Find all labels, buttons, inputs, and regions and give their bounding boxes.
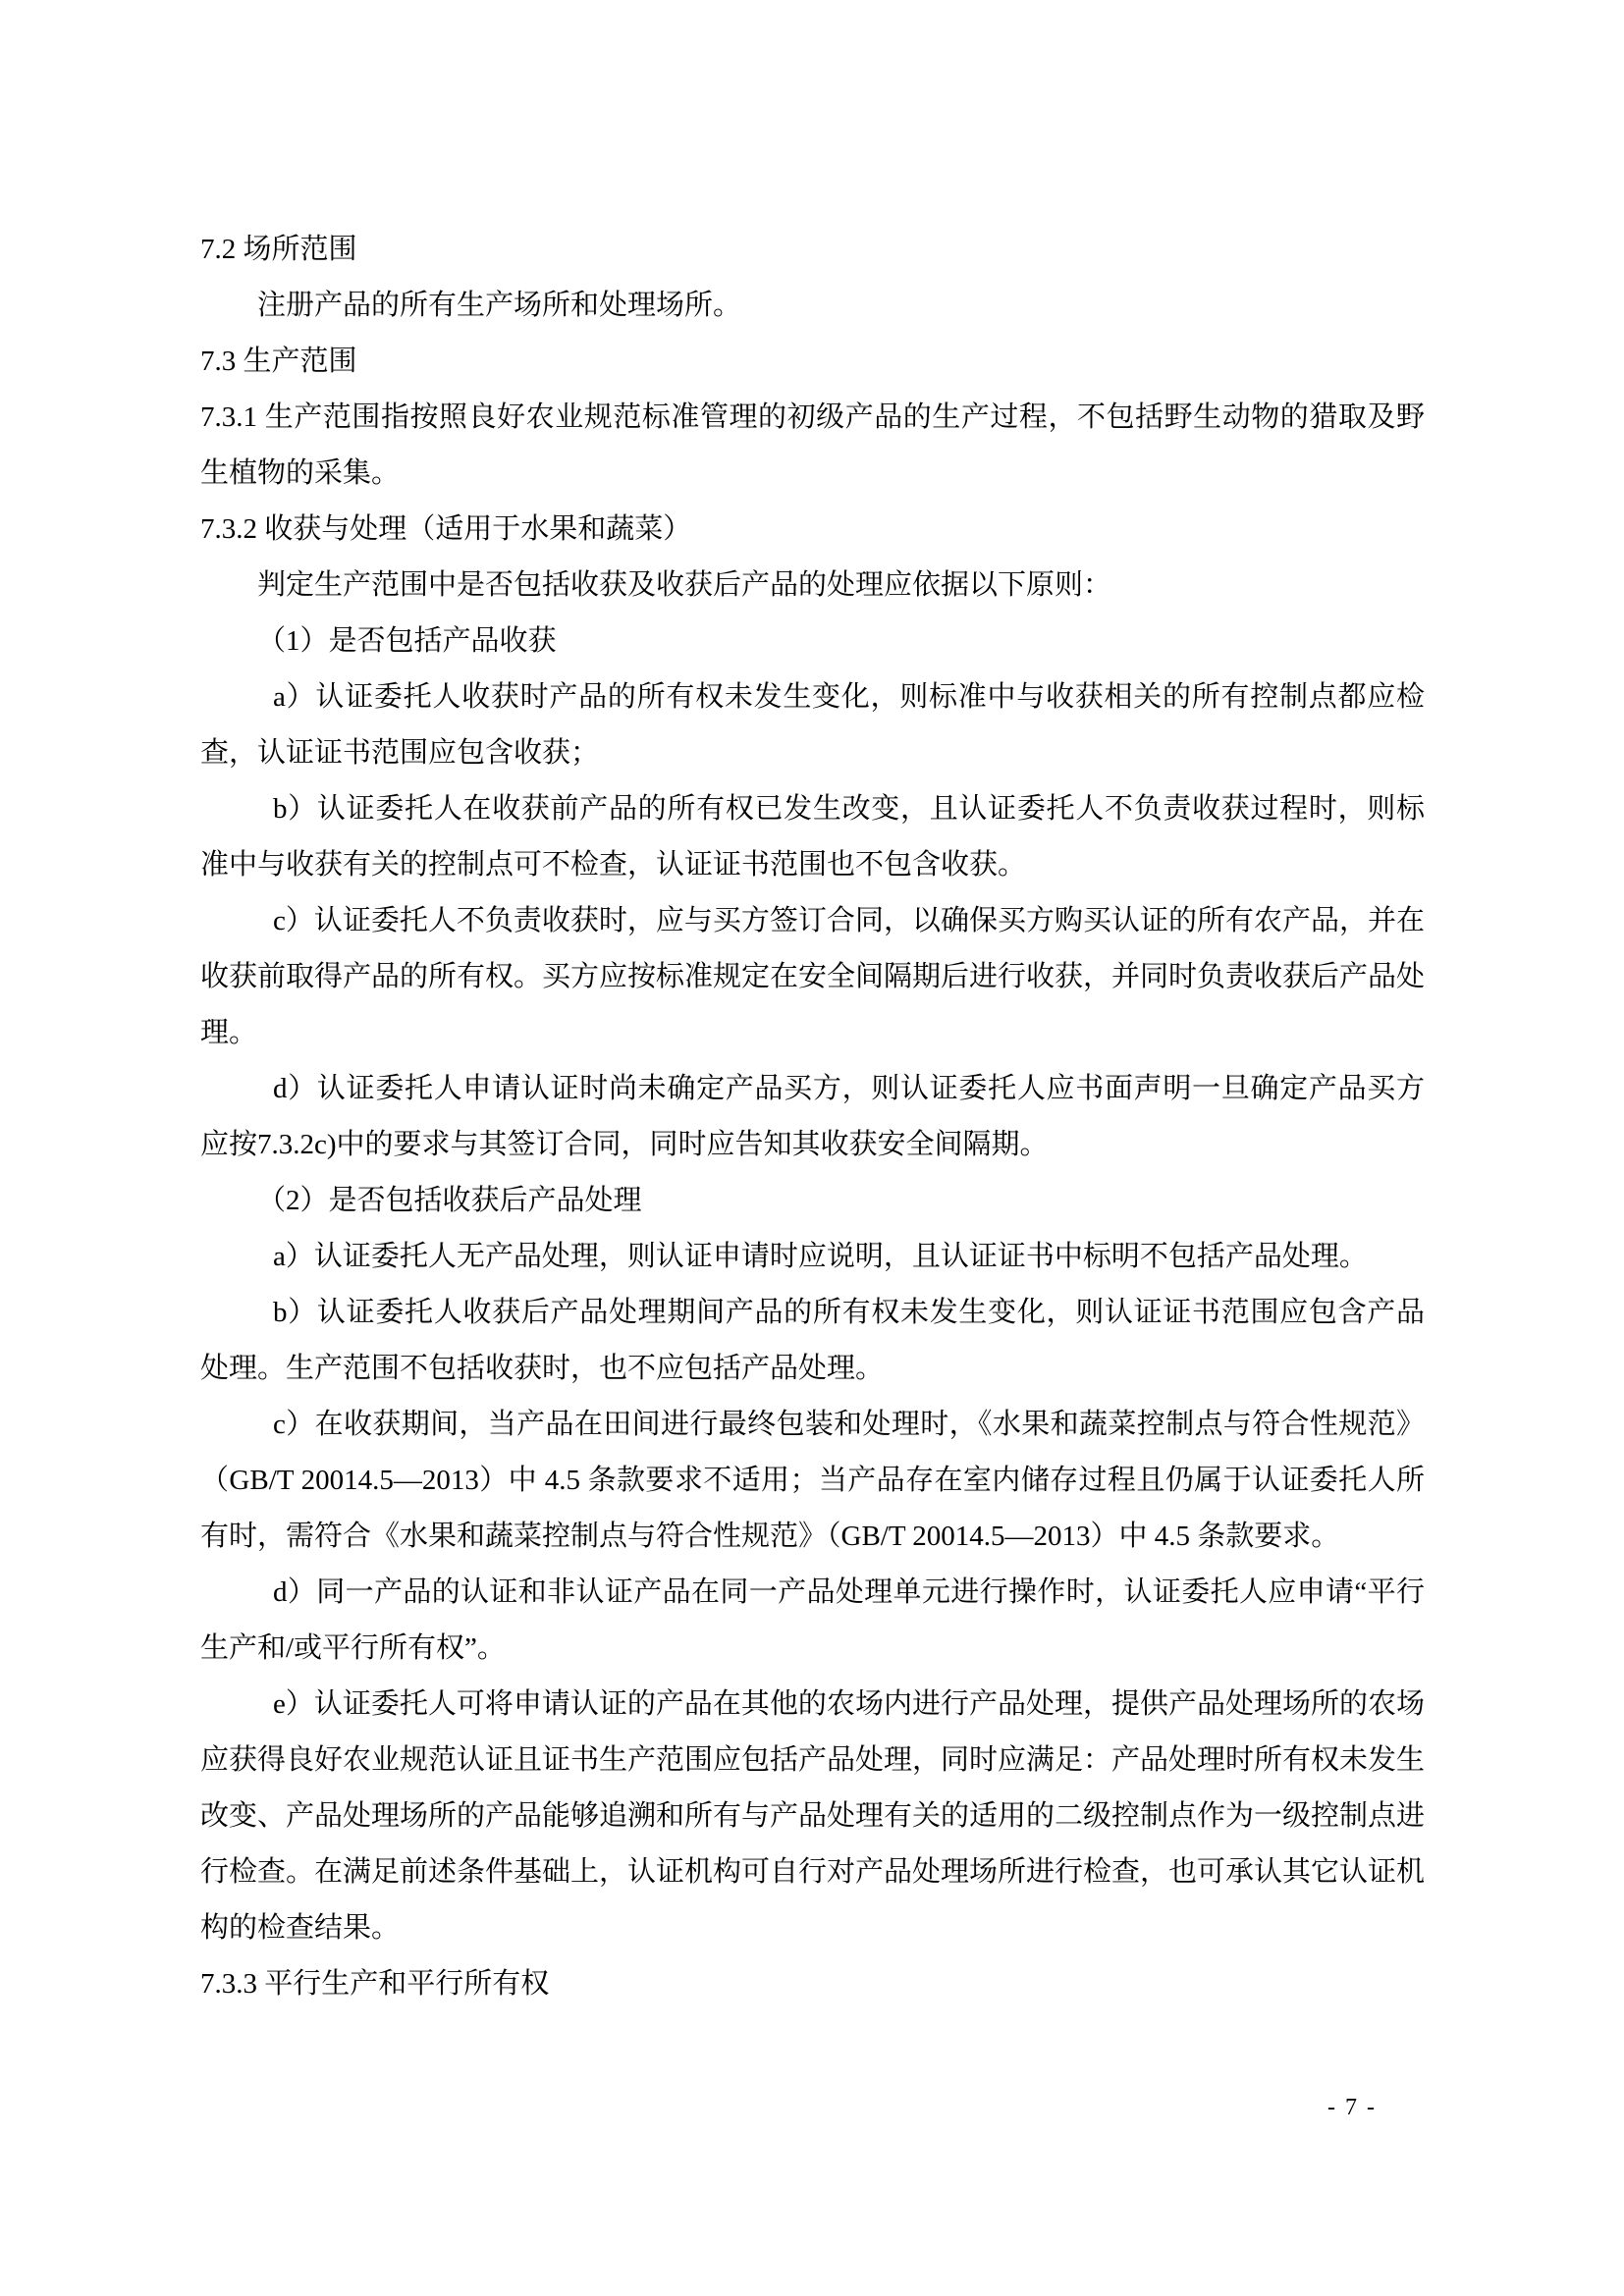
paragraph: 7.3.1 生产范围指按照良好农业规范标准管理的初级产品的生产过程，不包括野生动物的猎取及野生植物的采集。 xyxy=(200,401,1425,489)
paragraph: a）认证委托人收获时产品的所有权未发生变化，则标准中与收获相关的所有控制点都应检查，认证证书范围应包含收获； xyxy=(200,681,1425,769)
paragraph: 注册产品的所有生产场所和处理场所。 xyxy=(257,290,742,321)
paragraph: 7.2 场所范围 xyxy=(200,234,357,265)
paragraph: d）认证委托人申请认证时尚未确定产品买方，则认证委托人应书面声明一旦确定产品买方应按7.3.2c)中的要求与其签订合同，同时应告知其收获安全间隔期。 xyxy=(200,1073,1425,1160)
page-number: - 7 - xyxy=(1327,2095,1377,2120)
paragraph: b）认证委托人在收获前产品的所有权已发生改变，且认证委托人不负责收获过程时，则标准中与收获有关的控制点可不检查，认证证书范围也不包含收获。 xyxy=(200,793,1425,881)
paragraph: c）认证委托人不负责收获时，应与买方签订合同，以确保买方购买认证的所有农产品，并在收获前取得产品的所有权。买方应按标准规定在安全间隔期后进行收获，并同时负责收获后产品处理。 xyxy=(200,905,1426,1048)
paragraph: 7.3.3 平行生产和平行所有权 xyxy=(200,1968,550,2000)
paragraph: （1）是否包括产品收获 xyxy=(257,625,557,657)
document-body xyxy=(200,222,1425,2012)
paragraph: 7.3.2 收获与处理（适用于水果和蔬菜） xyxy=(200,513,692,545)
paragraph: a）认证委托人无产品处理，则认证申请时应说明，且认证证书中标明不包括产品处理。 xyxy=(273,1241,1368,1272)
paragraph: e）认证委托人可将申请认证的产品在其他的农场内进行产品处理，提供产品处理场所的农场应获得良好农业规范认证且证书生产范围应包括产品处理，同时应满足：产品处理时所有权未发生改变、产品处理场所的产品能够追溯和所有与产品处理有关的适用的二级控制点作为一级控制点进行检查。在满足前述条件基础上，认证机构可自行对产品处理场所进行检查，也可承认其它认证机构的检查结果。 xyxy=(200,1688,1426,1944)
paragraph: 判定生产范围中是否包括收获及收获后产品的处理应依据以下原则： xyxy=(257,569,1112,601)
paragraph: b）认证委托人收获后产品处理期间产品的所有权未发生变化，则认证证书范围应包含产品处理。生产范围不包括收获时，也不应包括产品处理。 xyxy=(200,1297,1425,1384)
paragraph: （2）是否包括收获后产品处理 xyxy=(257,1185,642,1216)
paragraph: d）同一产品的认证和非认证产品在同一产品处理单元进行操作时，认证委托人应申请“平行生产和/或平行所有权”。 xyxy=(200,1576,1425,1664)
paragraph: 7.3 生产范围 xyxy=(200,346,357,377)
paragraph: c）在收获期间，当产品在田间进行最终包装和处理时，《水果和蔬菜控制点与符合性规范》（GB/T 20014.5—2013）中 4.5 条款要求不适用；当产品存在室内储存过程且仍属于认证委托人所有时，需符合《水果和蔬菜控制点与符合性规范》（GB/T 20014.5—2013）中 4.5 条款要求。 xyxy=(200,1409,1425,1552)
